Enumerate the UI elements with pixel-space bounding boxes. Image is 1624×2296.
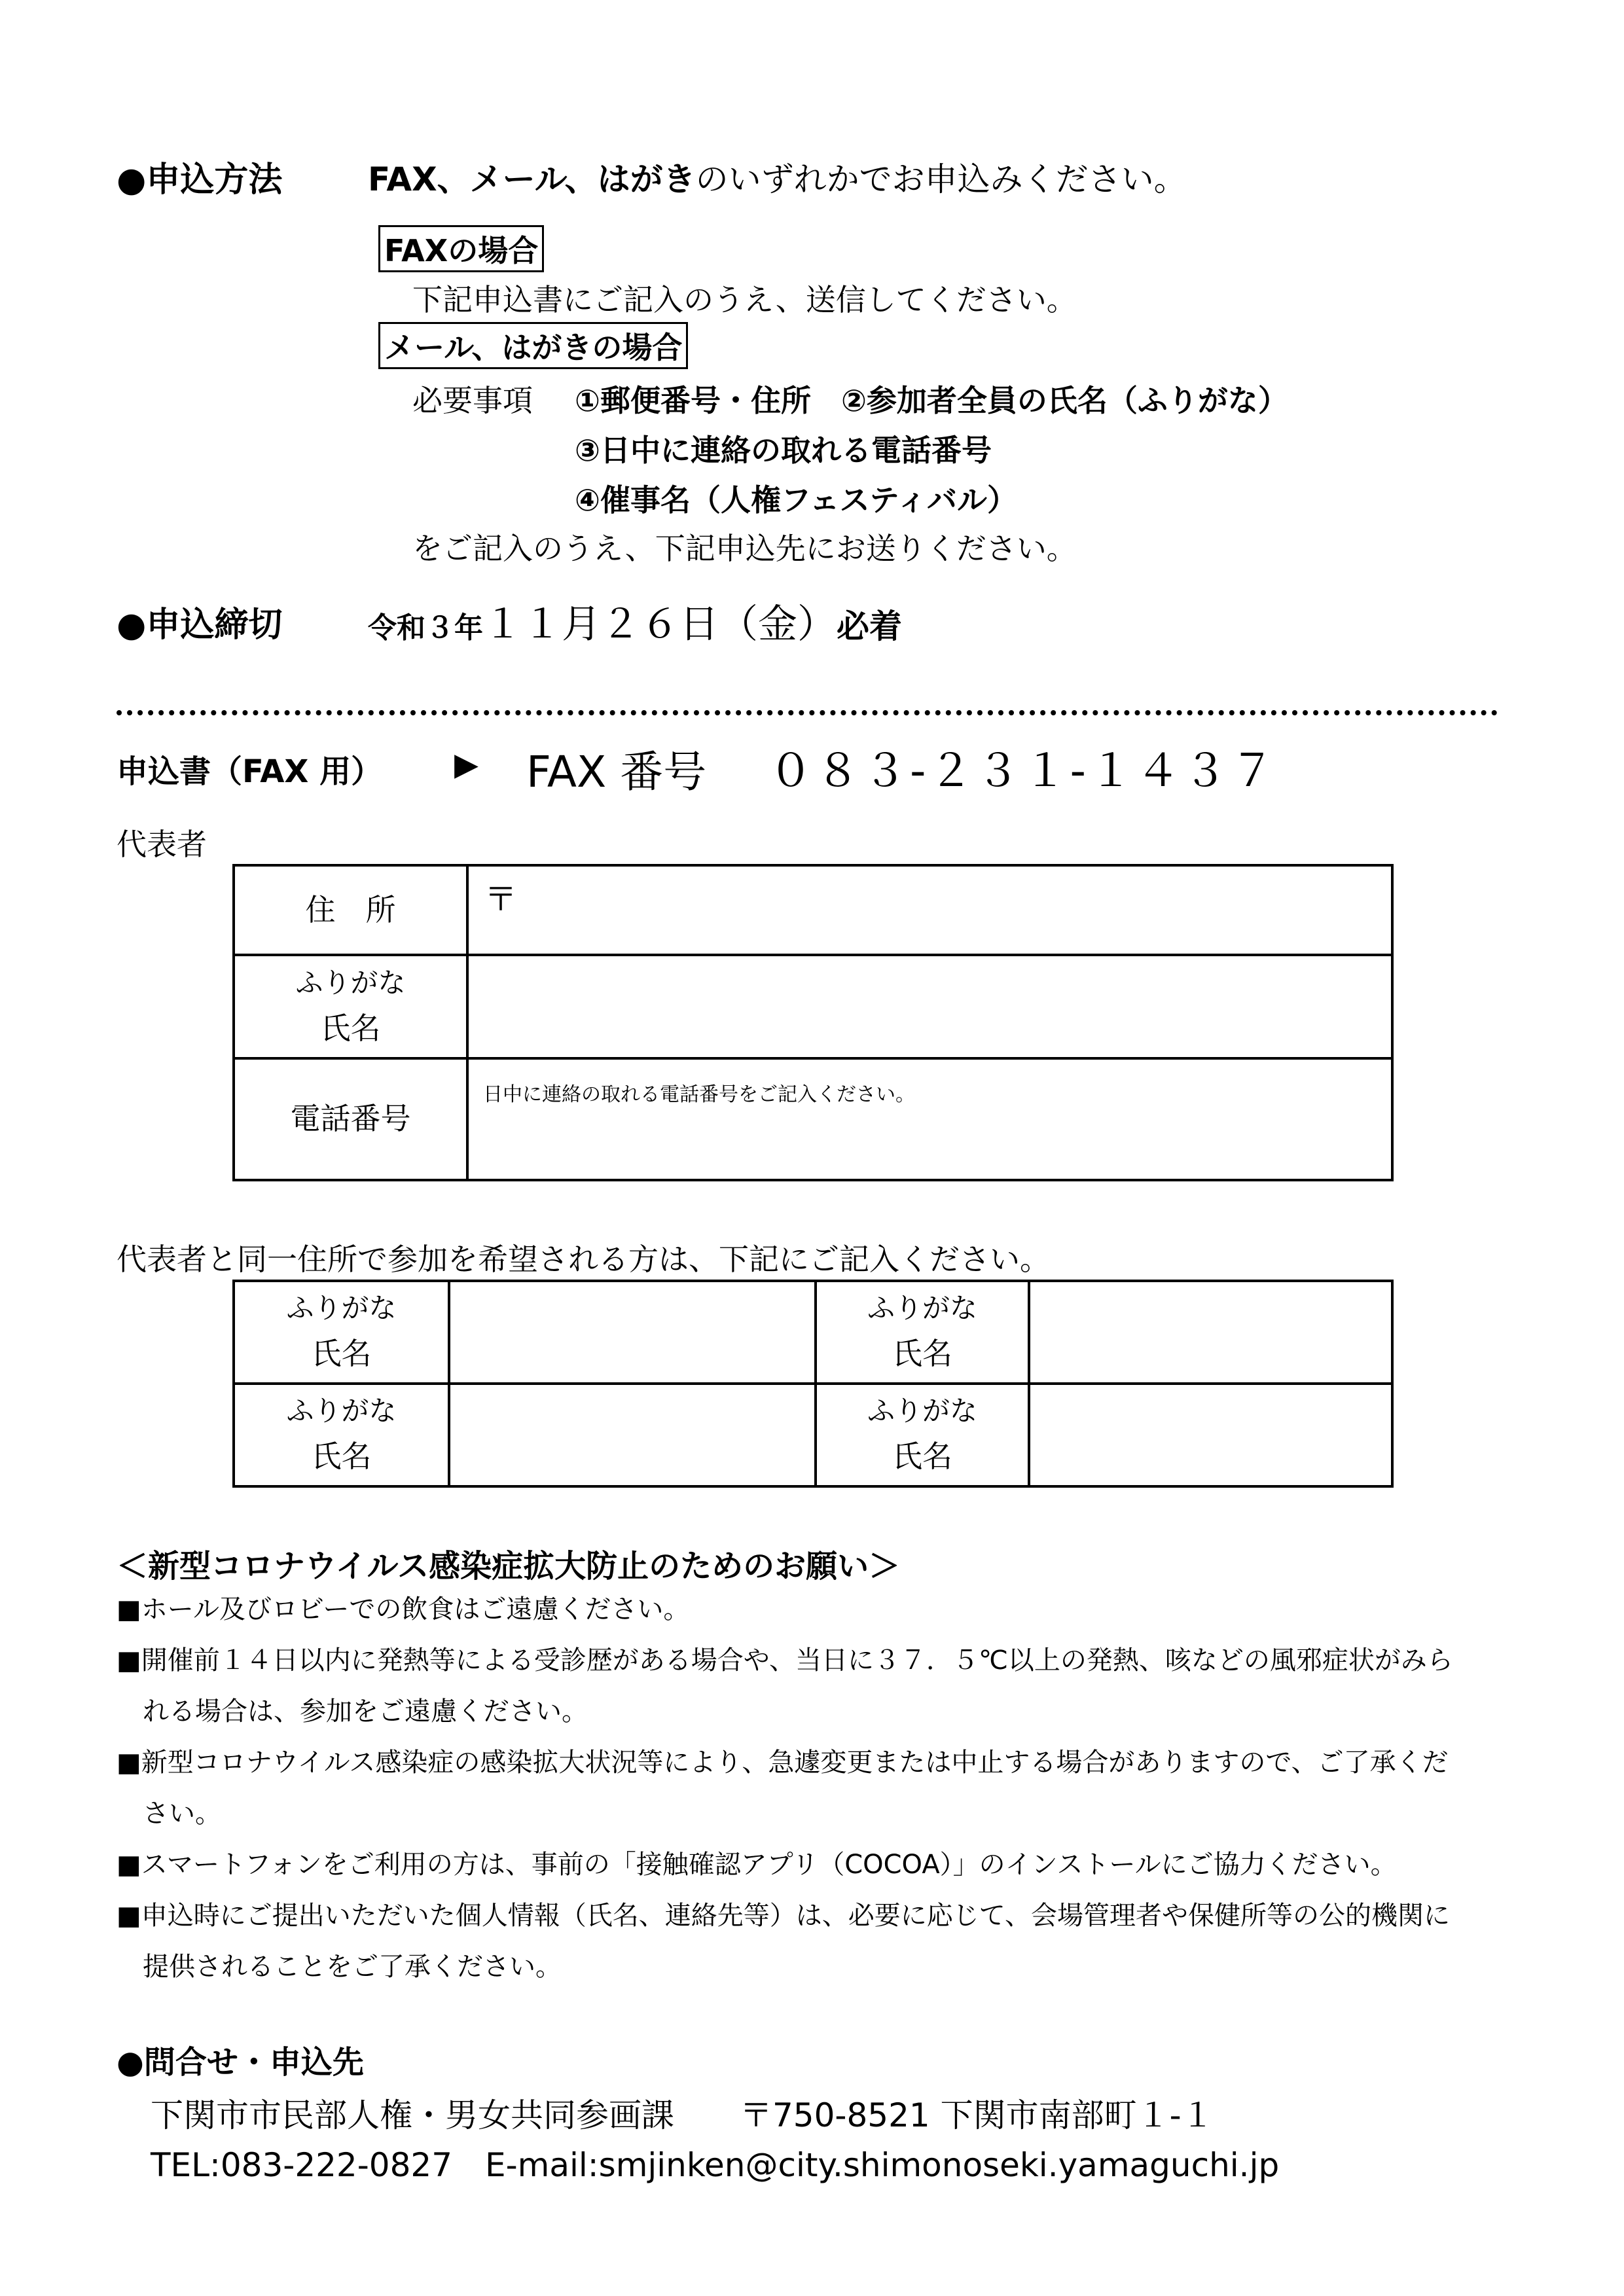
mail-case-closing: をご記入のうえ、下記申込先にお送りください。 — [412, 531, 1077, 566]
method-intro — [368, 153, 1187, 200]
furigana-label: ふりがな — [867, 1292, 977, 1325]
notice-item: 提供されることをご了承ください。 — [117, 1952, 562, 1982]
name-label: 氏名 — [320, 1010, 381, 1046]
contact-heading: ●問合せ・申込先 — [117, 2044, 364, 2081]
companion-name-field[interactable] — [449, 1281, 816, 1384]
deadline-era: 令和３年 — [368, 611, 483, 645]
name-field[interactable] — [467, 955, 1392, 1058]
phone-hint: 日中に連絡の取れる電話番号をご記入ください。 — [483, 1083, 915, 1106]
contact-tel-email: TEL:083-222-0827 E-mail:smjinken@city.shimonoseki.yamaguchi.jp — [151, 2146, 1280, 2184]
required-label: 必要事項 — [412, 383, 533, 418]
companion-row — [234, 1384, 1392, 1486]
name-label: 氏名 — [311, 1336, 372, 1372]
deadline-suffix: 必着 — [837, 607, 902, 645]
notice-item: ■スマートフォンをご利用の方は、事前の「接触確認アプリ（COCOA）」のインストールにご協力ください。 — [117, 1850, 1397, 1880]
name-label: 氏名 — [311, 1439, 372, 1475]
zip-mark: 〒 — [484, 880, 517, 918]
name-label-cell — [234, 955, 467, 1058]
phone-row — [234, 1058, 1392, 1180]
phone-label: 電話番号 — [234, 1058, 467, 1180]
phone-field[interactable] — [467, 1058, 1392, 1180]
companion-name-field[interactable] — [1029, 1384, 1392, 1486]
form-title: 申込書（FAX 用） — [117, 753, 383, 790]
method-intro-rest: のいずれかでお申込みください。 — [695, 160, 1187, 198]
fax-case-text: 下記申込書にご記入のうえ、送信してください。 — [412, 282, 1077, 317]
notice-list — [117, 1584, 1453, 1992]
notice-item: ■ホール及びロビーでの飲食はご遠慮ください。 — [117, 1594, 690, 1624]
companions-intro: 代表者と同一住所で参加を希望される方は、下記にご記入ください。 — [117, 1242, 1050, 1277]
companion-label-cell — [816, 1384, 1029, 1486]
furigana-label: ふりがな — [867, 1395, 977, 1427]
name-label: 氏名 — [892, 1336, 952, 1372]
companion-label-cell — [234, 1281, 449, 1384]
cut-line-divider — [117, 710, 1498, 715]
furigana-label: ふりがな — [295, 966, 406, 999]
deadline-heading: ●申込締切 — [117, 605, 283, 645]
notice-item: ■新型コロナウイルス感染症の感染拡大状況等により、急遽変更または中止する場合がありますので、ご了承くだ — [117, 1748, 1449, 1778]
name-label: 氏名 — [892, 1439, 952, 1475]
contact-department: 下関市市民部人権・男女共同参画課 〒750-8521 下関市南部町１-１ — [151, 2096, 1214, 2134]
fax-case-label: FAXの場合 — [378, 225, 544, 272]
representative-label: 代表者 — [117, 827, 207, 862]
notice-item: ■開催前１４日以内に発熱等による受診歴がある場合や、当日に３７．５℃以上の発熱、咳などの風邪症状がみら — [117, 1645, 1453, 1676]
mail-case-label: メール、はがきの場合 — [378, 322, 688, 369]
required-item-3: ④催事名（人権フェスティバル） — [575, 482, 1018, 518]
companion-name-field[interactable] — [449, 1384, 816, 1486]
required-item-2: ③日中に連絡の取れる電話番号 — [575, 433, 992, 468]
notice-title: ＜新型コロナウイルス感染症拡大防止のためのお願い＞ — [117, 1548, 901, 1585]
furigana-label: ふりがな — [286, 1292, 397, 1325]
address-label: 住 所 — [234, 865, 467, 955]
fax-number: ０８３-２３１-１４３７ — [768, 745, 1278, 797]
method-heading: ●申込方法 — [117, 160, 283, 200]
required-item-1: ①郵便番号・住所 ②参加者全員の氏名（ふりがな） — [575, 383, 1288, 418]
companion-label-cell — [816, 1281, 1029, 1384]
notice-item: さい。 — [117, 1799, 221, 1829]
notice-item: れる場合は、参加をご遠慮ください。 — [117, 1696, 588, 1727]
companion-row — [234, 1281, 1392, 1384]
name-row — [234, 955, 1392, 1058]
arrow-icon: ▶ — [454, 746, 478, 783]
address-field[interactable] — [467, 865, 1392, 955]
representative-table — [232, 864, 1394, 1181]
companion-label-cell — [234, 1384, 449, 1486]
address-row — [234, 865, 1392, 955]
notice-item: ■申込時にご提出いただいた個人情報（氏名、連絡先等）は、必要に応じて、会場管理者や保健所等の公的機関に — [117, 1901, 1450, 1931]
companion-name-field[interactable] — [1029, 1281, 1392, 1384]
companions-table — [232, 1280, 1394, 1488]
fax-number-label: FAX 番号 — [526, 747, 707, 797]
deadline-date: １１月２６日（金） — [483, 601, 837, 647]
method-intro-bold: FAX、メール、はがき — [368, 160, 696, 198]
furigana-label: ふりがな — [286, 1395, 397, 1427]
deadline-value — [368, 593, 902, 649]
